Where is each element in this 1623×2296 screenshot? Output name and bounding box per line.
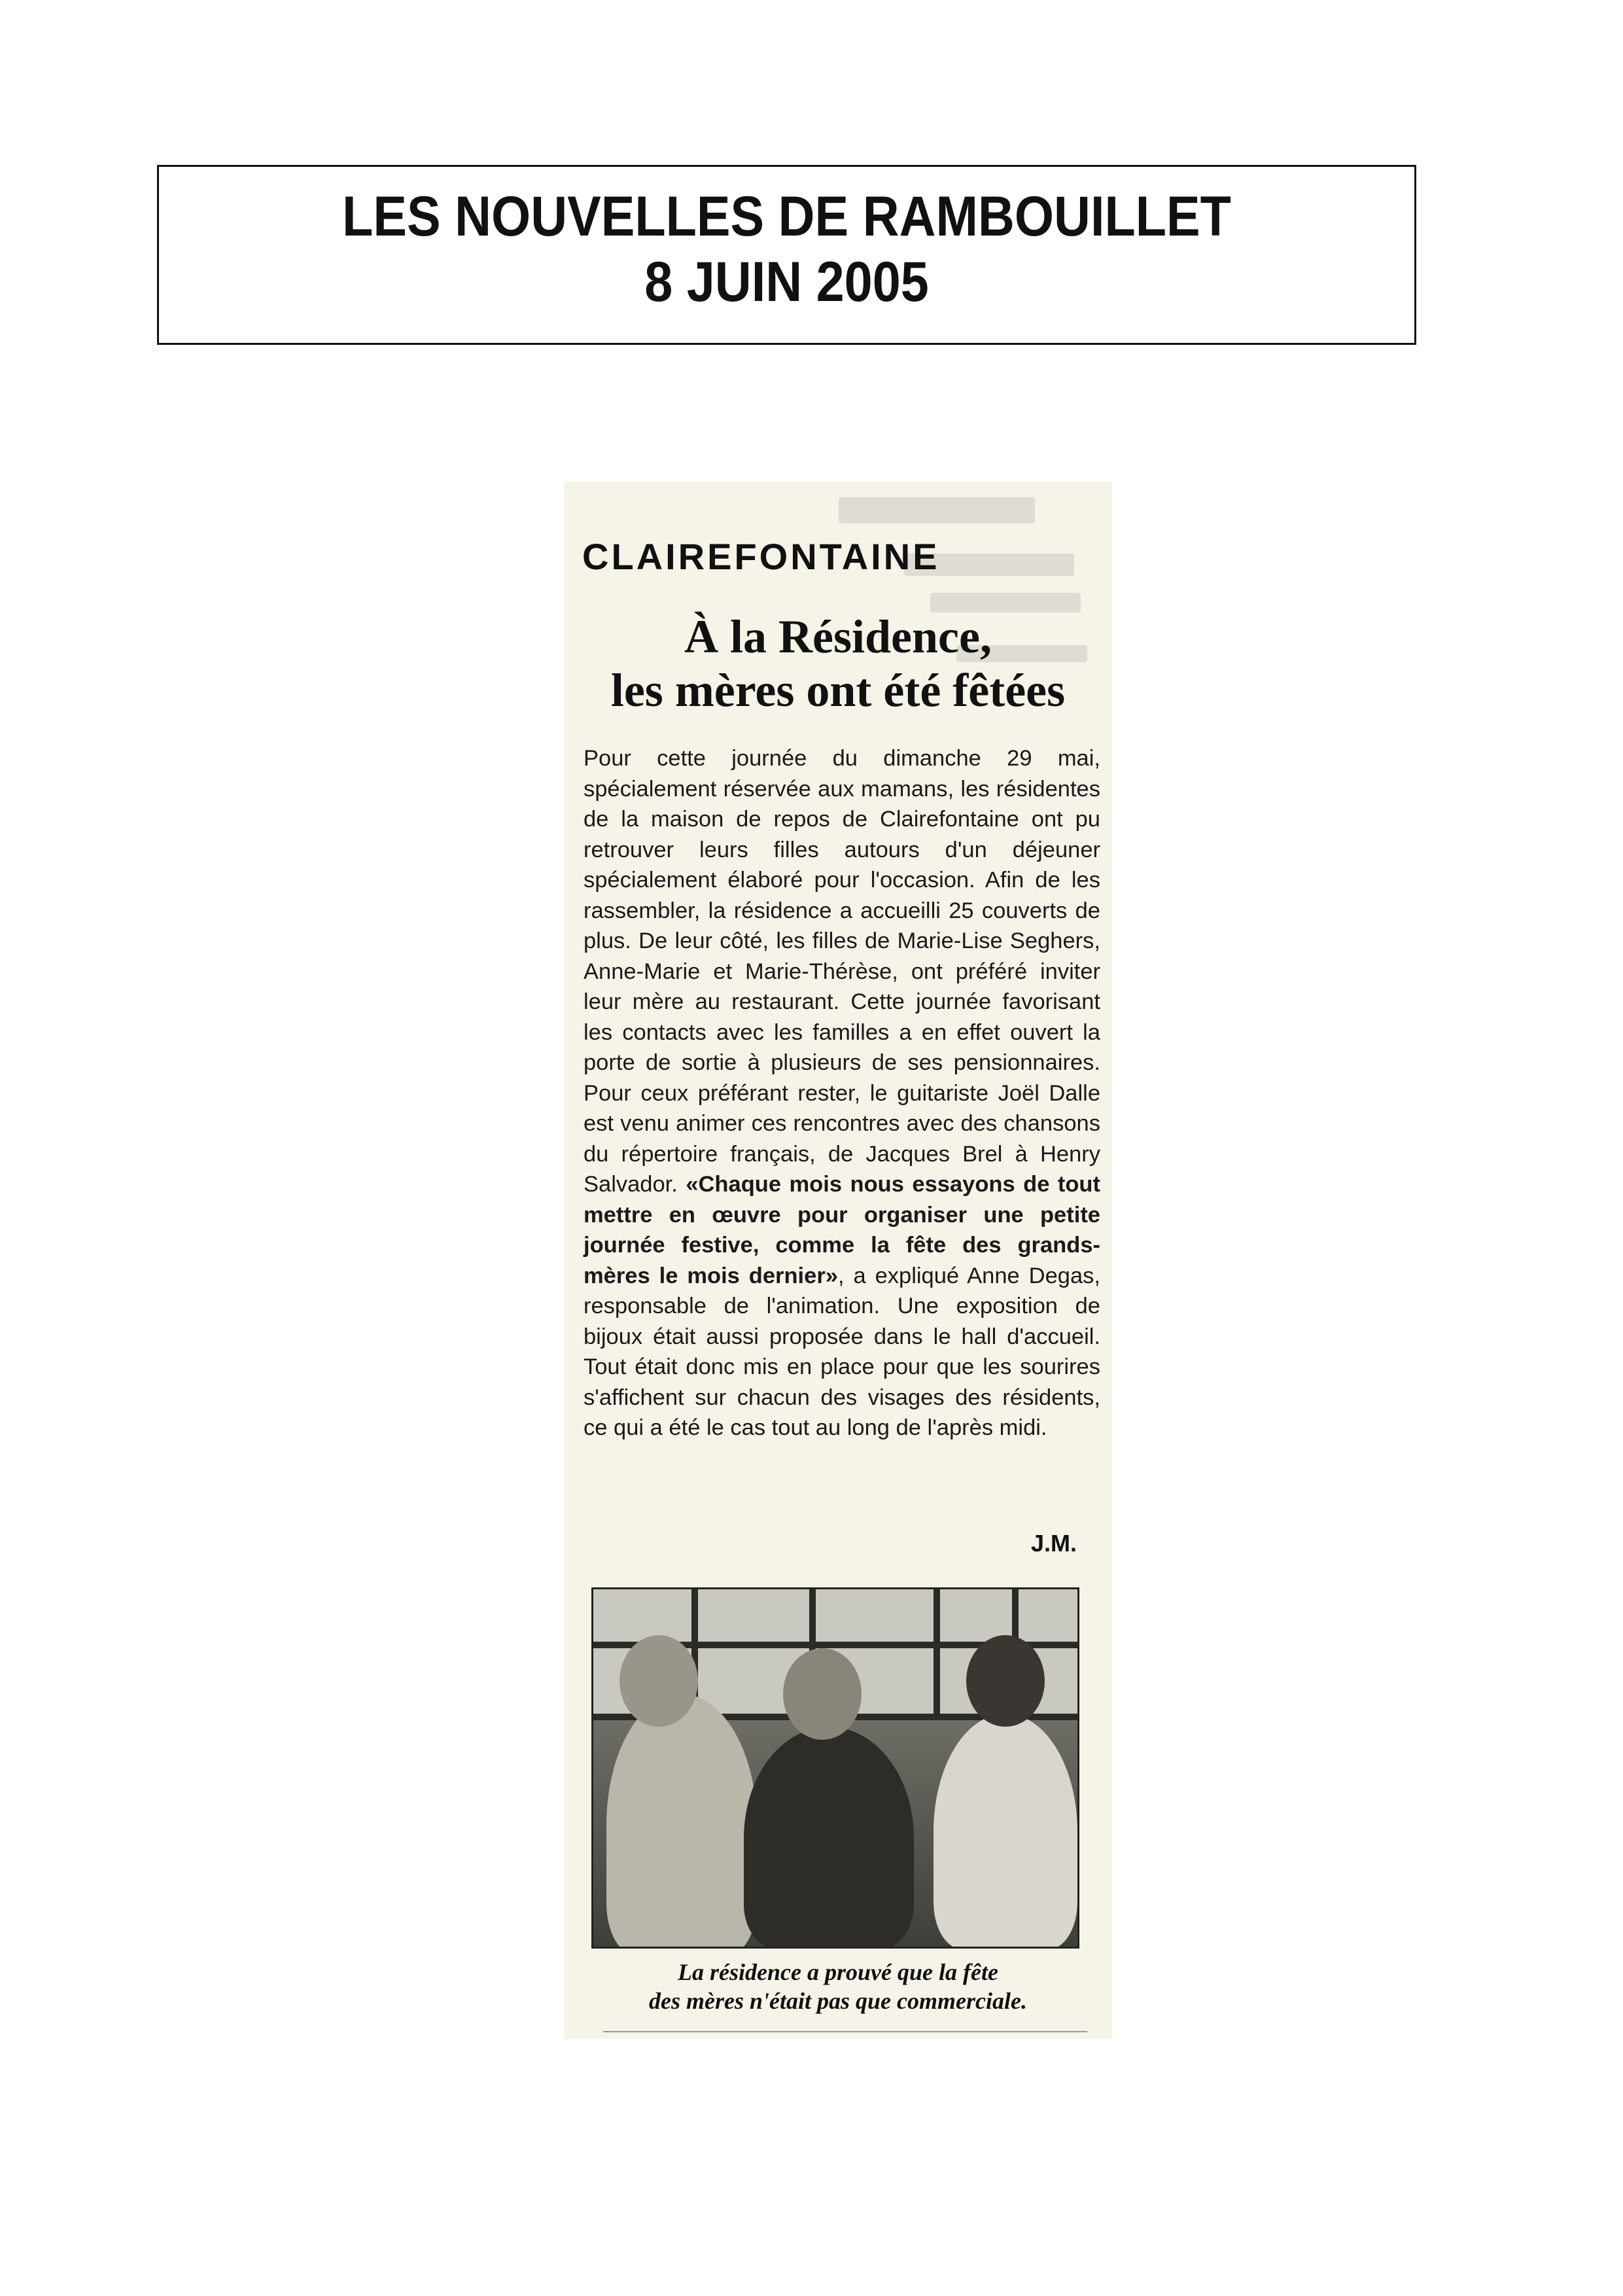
newspaper-header-box <box>157 165 1416 345</box>
newspaper-title: LES NOUVELLES DE RAMBOUILLET <box>342 185 1231 248</box>
article-body <box>584 743 1100 1443</box>
woman-left-figure <box>606 1694 757 1949</box>
photo-caption <box>564 1958 1112 2015</box>
body-text-plain: Pour cette journée du dimanche 29 mai, spécialement réservée aux mamans, les résidentes de la maison de repos de Clairefontaine ont pu retrouver leurs filles autours d'un déjeuner spécialement élaboré pour l'occasion. Afin de les rassembler, la résidence a accueilli 25 couverts de plus. De leur côté, les filles de Marie-Lise Seghers, Anne-Marie et Marie-Thérèse, ont préféré inviter leur mère au restaurant. Cette journée favorisant les contacts avec les familles a en effet ouvert la porte de sortie à plusieurs de ses pensionnaires. Pour ceux préférant rester, le guitariste Joël Dalle est venu animer ces rencontres avec des chansons du répertoire français, de Jacques Brel à Henry Salvador. <box>584 746 1100 1197</box>
caption-line-1: La résidence a prouvé que la fête <box>678 1959 998 1985</box>
section-kicker: CLAIREFONTAINE <box>582 536 940 577</box>
woman-right-head <box>966 1635 1045 1727</box>
article-photo <box>591 1587 1079 1949</box>
clipping-bottom-rule <box>603 2031 1087 2032</box>
woman-center-head <box>783 1648 862 1740</box>
caption-line-2: des mères n'était pas que commerciale. <box>649 1988 1027 2014</box>
woman-left-head <box>620 1635 698 1727</box>
body-text-quote: «Chaque mois nous essayons de tout mettre en œuvre pour organiser une petite journée festive, comme la fête des grands-mères le mois dernier» <box>584 1172 1100 1288</box>
headline-line-1: À la Résidence, <box>684 610 992 663</box>
newspaper-clipping <box>564 482 1112 2039</box>
headline-line-2: les mères ont été fêtées <box>610 664 1066 716</box>
woman-center-figure <box>744 1727 914 1949</box>
publication-date: 8 JUIN 2005 <box>644 251 929 313</box>
author-byline: J.M. <box>1030 1530 1077 1557</box>
body-text-rest: , a expliqué Anne Degas, responsable de l'animation. Une exposition de bijoux était aussi proposée dans le hall d'accueil. Tout était donc mis en place pour que les sourires s'affichent sur chacun des visages des résidents, ce qui a été le cas tout au long de l'après midi. <box>584 1263 1100 1440</box>
article-headline <box>564 610 1112 717</box>
window-mullion <box>934 1589 940 1720</box>
woman-right-figure <box>934 1714 1077 1949</box>
